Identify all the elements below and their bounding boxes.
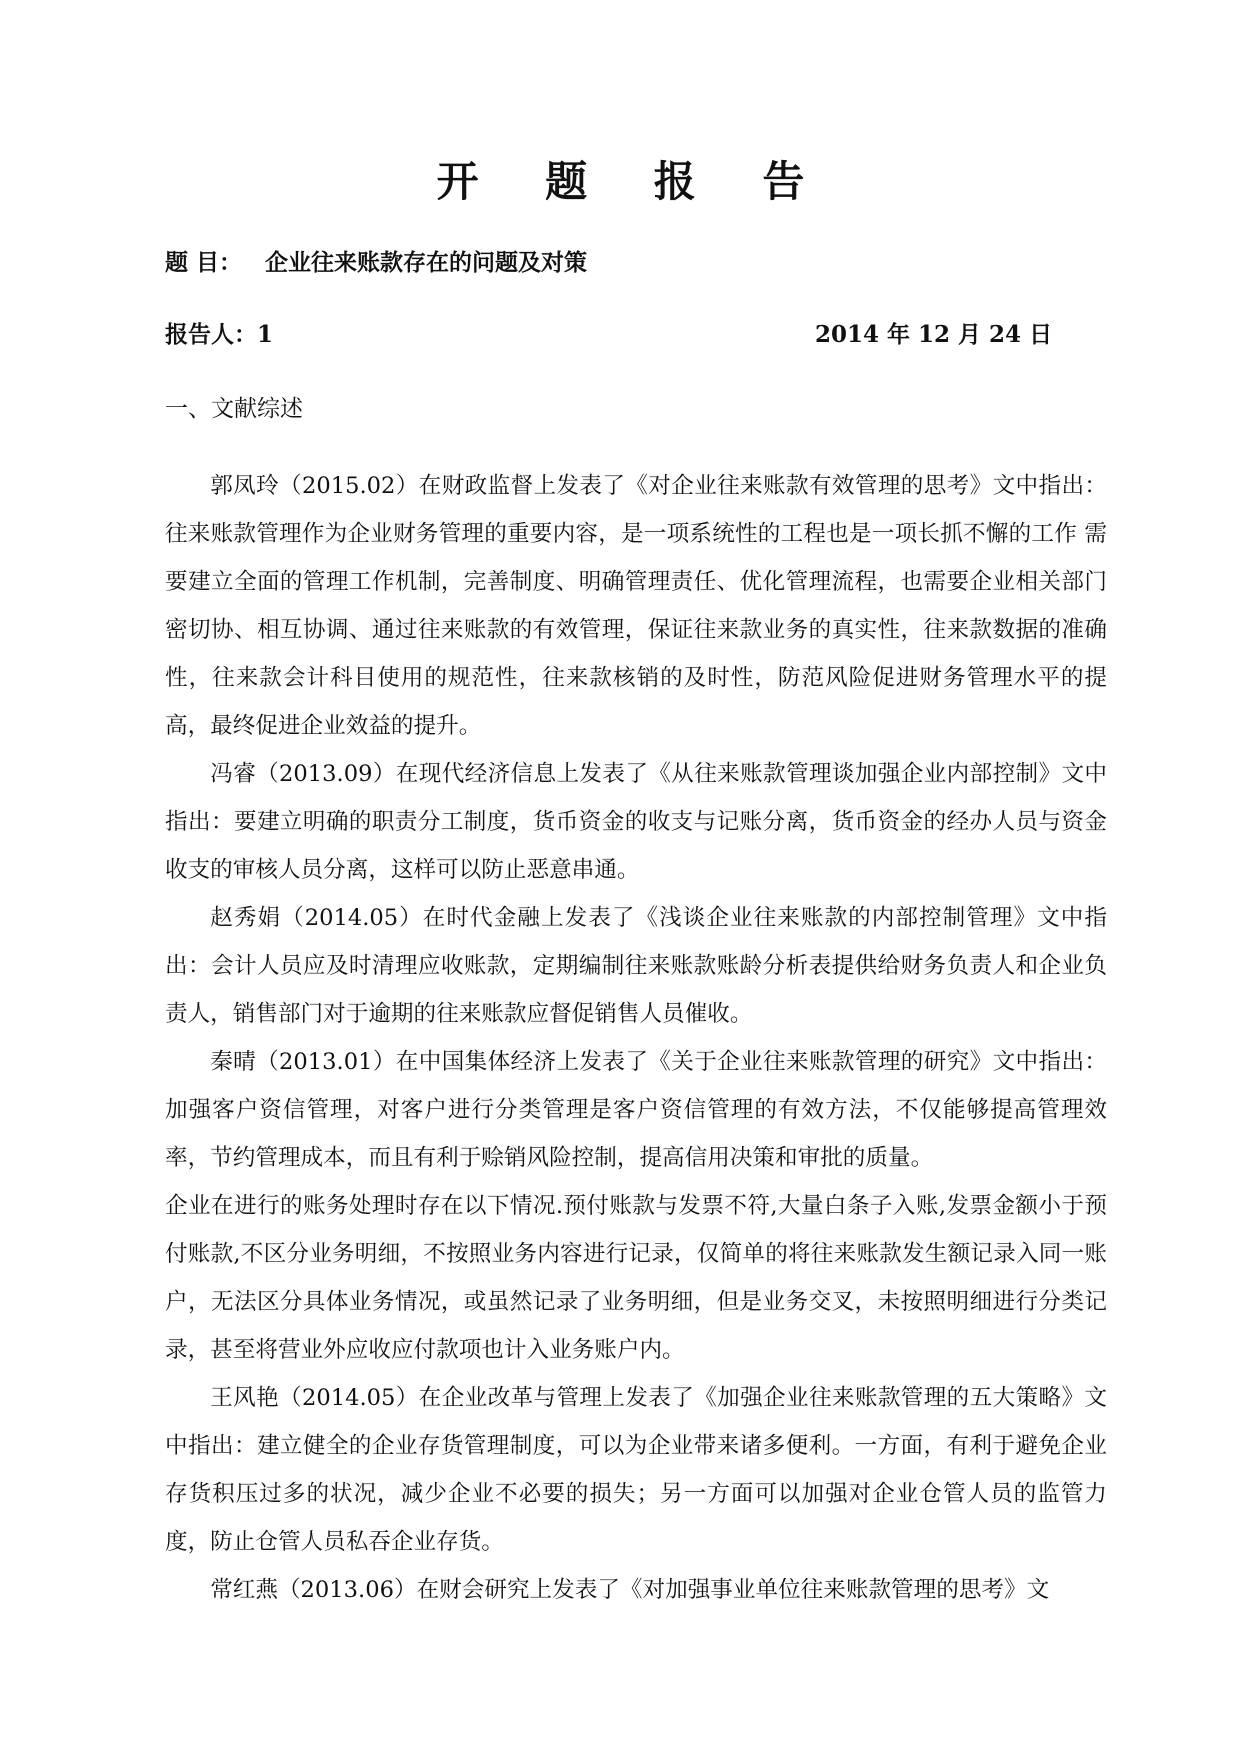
subject-label: 题 目：: [165, 249, 243, 276]
paragraph: 常红燕（2013.06）在财会研究上发表了《对加强事业单位往来账款管理的思考》文: [210, 1577, 1050, 1603]
report-date: 2014 年 12 月 24 日: [815, 321, 1053, 348]
literature-review-body: [165, 462, 1107, 1614]
paragraph: 冯睿（2013.09）在现代经济信息上发表了《从往来账款管理谈加强企业内部控制》文中指出：要建立明确的职责分工制度，货币资金的收支与记账分离，货币资金的经办人员与资金收支的审核人员分离，这样可以防止恶意串通。: [165, 761, 1107, 883]
paragraph: 赵秀娟（2014.05）在时代金融上发表了《浅谈企业往来账款的内部控制管理》文中指出：会计人员应及时清理应收账款，定期编制往来账款账龄分析表提供给财务负责人和企业负责人，销售部门对于逾期的往来账款应督促销售人员催收。: [165, 905, 1107, 1027]
reporter-value: 1: [257, 321, 274, 348]
paragraph: 秦晴（2013.01）在中国集体经济上发表了《关于企业往来账款管理的研究》文中指出：加强客户资信管理，对客户进行分类管理是客户资信管理的有效方法，不仅能够提高管理效率，节约管理成本，而且有利于赊销风险控制，提高信用决策和审批的质量。: [165, 1049, 1107, 1171]
paragraph: 企业在进行的账务处理时存在以下情况.预付账款与发票不符,大量白条子入账,发票金额小于预付账款,不区分业务明细，不按照业务内容进行记录，仅简单的将往来账款发生额记录入同一账户，无法区分具体业务情况，或虽然记录了业务明细，但是业务交叉，未按照明细进行分类记录，甚至将营业外应收应付款项也计入业务账户内。: [165, 1193, 1107, 1363]
subject-value: 企业往来账款存在的问题及对策: [265, 249, 587, 276]
reporter-label: 报告人：: [165, 321, 257, 348]
subject-line: [165, 246, 1098, 280]
paragraph: 王风艳（2014.05）在企业改革与管理上发表了《加强企业往来账款管理的五大策略》文中指出：建立健全的企业存货管理制度，可以为企业带来诸多便利。一方面，有利于避免企业存货积压过多的状况，减少企业不必要的损失；另一方面可以加强对企业仓管人员的监管力度，防止仓管人员私吞企业存货。: [165, 1385, 1107, 1555]
document-title: 开 题 报 告: [436, 157, 831, 206]
paragraph: 郭凤玲（2015.02）在财政监督上发表了《对企业往来账款有效管理的思考》文中指出：往来账款管理作为企业财务管理的重要内容，是一项系统性的工程也是一项长抓不懈的工作 需要建立全面的管理工作机制，完善制度、明确管理责任、优化管理流程，也需要企业相关部门密切协、相互协调、通过往来账款的有效管理，保证往来款业务的真实性，往来款数据的准确性，往来款会计科目使用的规范性，往来款核销的及时性，防范风险促进财务管理水平的提高，最终促进企业效益的提升。: [165, 473, 1107, 739]
section-heading: 一、文献综述: [165, 396, 303, 422]
reporter-line: [165, 318, 1098, 352]
